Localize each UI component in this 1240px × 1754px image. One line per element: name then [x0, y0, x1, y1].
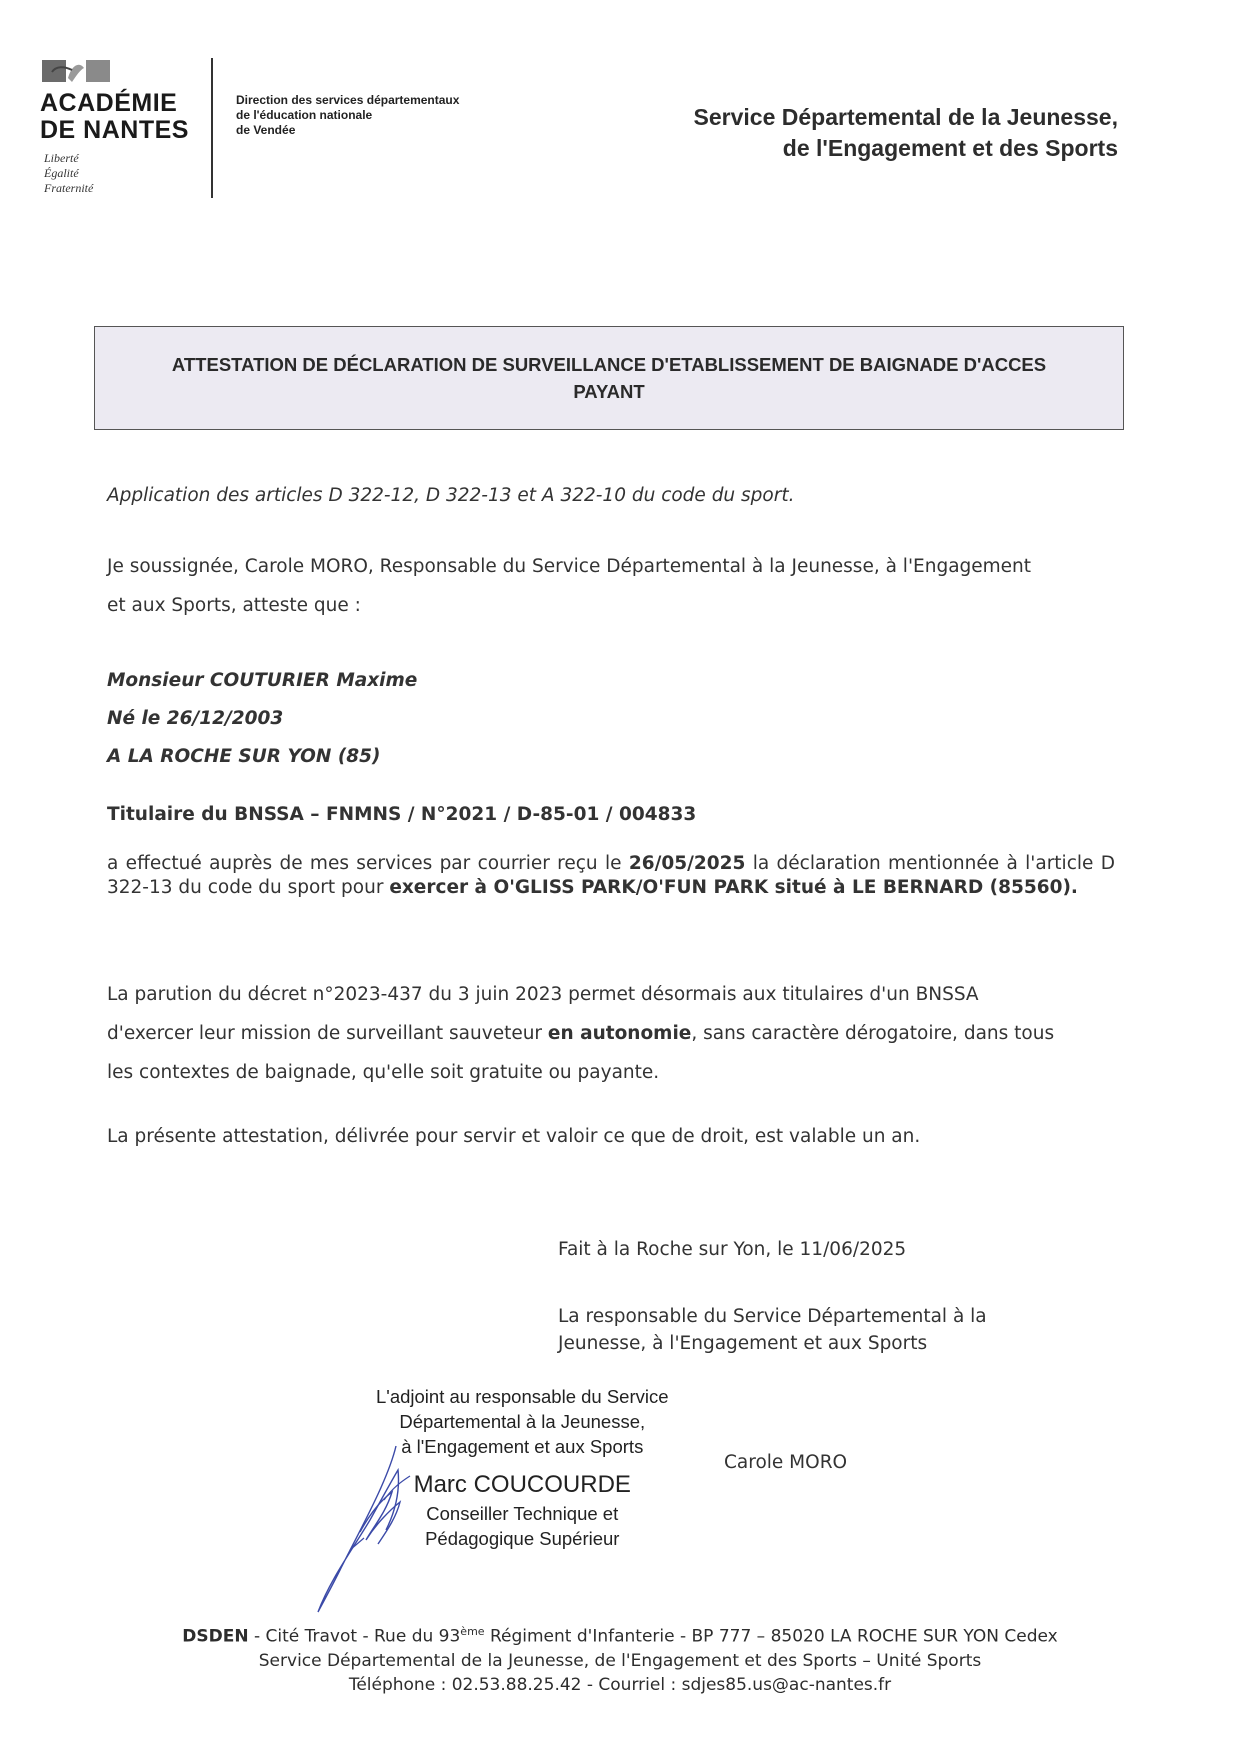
direction-line1: Direction des services départementaux	[236, 93, 460, 107]
header-divider	[211, 58, 213, 198]
decret-line1: La parution du décret n°2023-437 du 3 juin 2023 permet désormais aux titulaires d'un BNSSA	[107, 984, 979, 1005]
stamp-title2: Pédagogique Supérieur	[425, 1528, 620, 1549]
title-line1: ATTESTATION DE DÉCLARATION DE SURVEILLANCE D'ETABLISSEMENT DE BAIGNADE D'ACCES	[171, 354, 1047, 375]
decret-paragraph	[107, 975, 1115, 1092]
service-line2: de l'Engagement et des Sports	[782, 135, 1118, 161]
validity-text: La présente attestation, délivrée pour servir et valoir ce que de droit, est valable un an.	[107, 1126, 921, 1147]
academy-line2: DE NANTES	[40, 116, 189, 144]
declaration-date: 26/05/2025	[628, 853, 746, 874]
document-title	[136, 351, 1082, 405]
declaration-part1: a effectué auprès de mes services par courrier reçu le	[107, 853, 629, 874]
intro-line2: et aux Sports, atteste que :	[107, 595, 361, 616]
footer	[0, 1620, 1240, 1697]
declaration-part2: la déclaration mentionnée à l'article D 322-13 du code du sport pour	[107, 853, 1115, 898]
footer-line1-sup: ème	[460, 1625, 485, 1638]
document-title-box	[94, 326, 1124, 430]
stamp-name: Marc COUCOURDE	[413, 1471, 631, 1498]
direction-line2: de l'éducation nationale	[236, 108, 373, 122]
titulaire-line: Titulaire du BNSSA – FNMNS / N°2021 / D-85-01 / 004833	[107, 804, 697, 825]
declaration-location: exercer à O'GLISS PARK/O'FUN PARK situé à LE BERNARD (85560).	[389, 877, 1078, 898]
intro-line1: Je soussignée, Carole MORO, Responsable du Service Départemental à la Jeunesse, à l'Engagement	[107, 556, 1032, 577]
role-line2: Jeunesse, à l'Engagement et aux Sports	[558, 1333, 928, 1354]
place-date: Fait à la Roche sur Yon, le 11/06/2025	[558, 1239, 907, 1260]
person-birth: Né le 26/12/2003	[107, 708, 284, 729]
stamp-line2: Départemental à la Jeunesse,	[399, 1411, 646, 1432]
footer-line3: Téléphone : 02.53.88.25.42 - Courriel : sdjes85.us@ac-nantes.fr	[348, 1674, 892, 1695]
academy-logo-text	[40, 90, 189, 144]
title-line2: PAYANT	[573, 381, 645, 402]
stamp-title1: Conseiller Technique et	[426, 1503, 619, 1524]
decret-line3: les contextes de baignade, qu'elle soit gratuite ou payante.	[107, 1062, 660, 1083]
declaration-paragraph	[107, 852, 1115, 900]
service-line1: Service Départemental de la Jeunesse,	[693, 104, 1118, 130]
republique-flag-logo	[42, 58, 110, 84]
footer-line1-b: Régiment d'Infanterie - BP 777 – 85020 LA ROCHE SUR YON Cedex	[484, 1626, 1058, 1647]
application-text: Application des articles D 322-12, D 322-13 et A 322-10 du code du sport.	[107, 485, 795, 506]
direction-line3: de Vendée	[236, 123, 296, 137]
service-title	[694, 102, 1118, 164]
stamp-line3: à l'Engagement et aux Sports	[401, 1436, 644, 1457]
footer-line1-a: - Cité Travot - Rue du 93	[248, 1626, 461, 1647]
footer-line1	[0, 1620, 1240, 1649]
academy-line1: ACADÉMIE	[40, 89, 178, 117]
handwritten-signature	[300, 1440, 460, 1620]
stamp-line1: L'adjoint au responsable du Service	[376, 1386, 669, 1407]
decret-line2-a: d'exercer leur mission de surveillant sauveteur	[107, 1023, 548, 1044]
decret-line2-c: , sans caractère dérogatoire, dans tous	[691, 1023, 1055, 1044]
person-place: A LA ROCHE SUR YON (85)	[107, 746, 381, 767]
signatory-name: Carole MORO	[724, 1452, 848, 1473]
intro-paragraph	[107, 547, 1115, 625]
role-line1: La responsable du Service Départemental à la	[558, 1306, 987, 1327]
person-name: Monsieur COUTURIER Maxime	[107, 670, 418, 691]
signatory-role	[558, 1303, 1118, 1357]
devise	[44, 151, 93, 196]
devise-liberte: Liberté	[44, 151, 79, 165]
footer-org: DSDEN	[182, 1626, 249, 1647]
decret-line2	[107, 1014, 1115, 1053]
devise-egalite: Égalité	[44, 166, 79, 180]
footer-line2: Service Départemental de la Jeunesse, de l'Engagement et des Sports – Unité Sports	[258, 1650, 982, 1671]
devise-fraternite: Fraternité	[44, 181, 94, 195]
direction-block	[236, 93, 459, 138]
decret-autonomie: en autonomie	[547, 1023, 692, 1044]
person-block	[107, 662, 1115, 776]
